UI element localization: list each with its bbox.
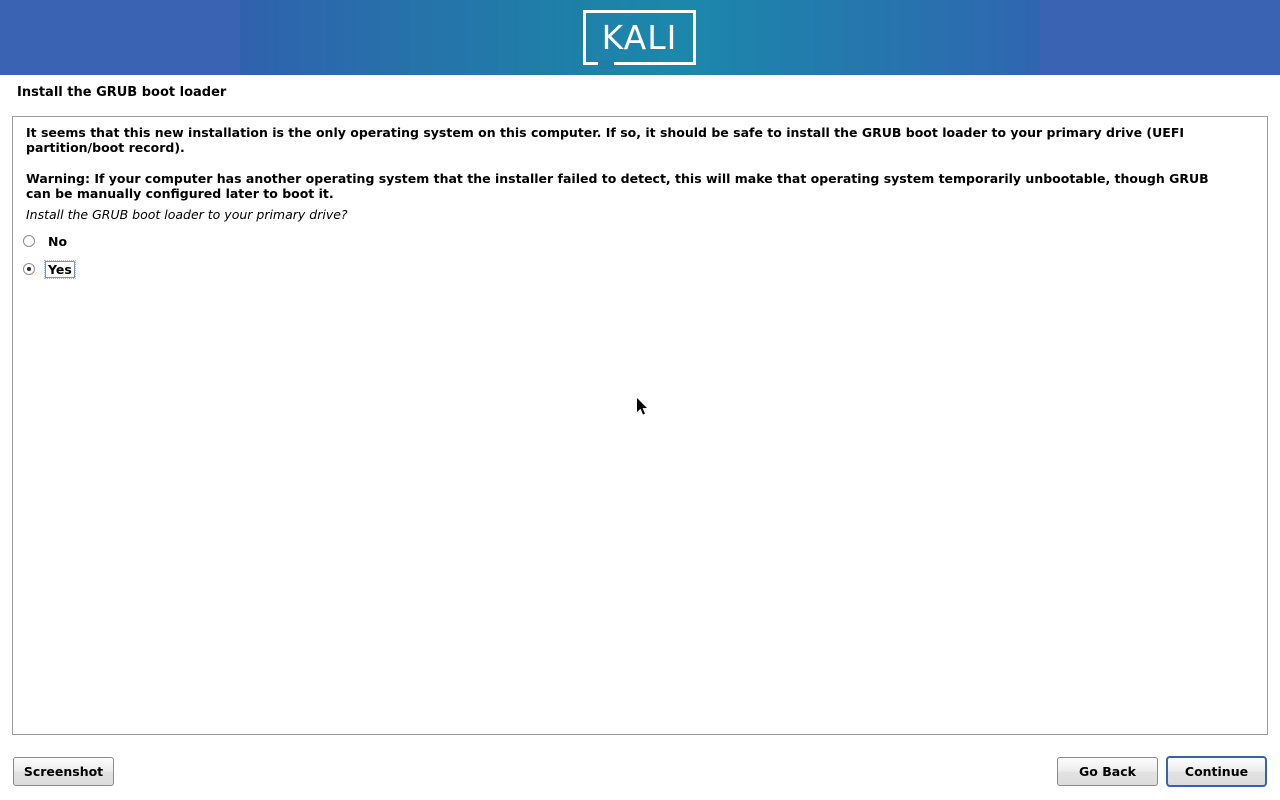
- content-panel: [12, 116, 1268, 735]
- page-title: Install the GRUB boot loader: [17, 85, 227, 100]
- kali-logo-icon: [583, 10, 696, 65]
- go-back-button[interactable]: Go Back: [1057, 757, 1158, 786]
- radio-yes-icon[interactable]: [23, 263, 35, 275]
- info-paragraph: It seems that this new installation is the only operating system on this computer. If so, it should be safe to install the GRUB boot loader to your primary drive (UEFI partition/boot record).: [26, 125, 1185, 155]
- radio-no-label[interactable]: No: [48, 233, 68, 249]
- question-label: Install the GRUB boot loader to your primary drive?: [26, 207, 348, 222]
- radio-option-no[interactable]: [23, 231, 70, 251]
- warning-paragraph: Warning: If your computer has another operating system that the installer failed to detect, this will make that operating system temporarily unbootable, though GRUB can be manually configured later to boot it.: [26, 171, 1209, 201]
- screenshot-button[interactable]: Screenshot: [13, 757, 114, 786]
- radio-option-yes[interactable]: [23, 259, 75, 279]
- continue-button[interactable]: Continue: [1166, 756, 1267, 787]
- kali-logo-notch: [598, 60, 614, 69]
- kali-logo-label: KALI: [601, 18, 678, 57]
- kali-banner: [0, 0, 1280, 75]
- radio-yes-label[interactable]: Yes: [45, 261, 75, 278]
- radio-no-icon[interactable]: [23, 235, 35, 247]
